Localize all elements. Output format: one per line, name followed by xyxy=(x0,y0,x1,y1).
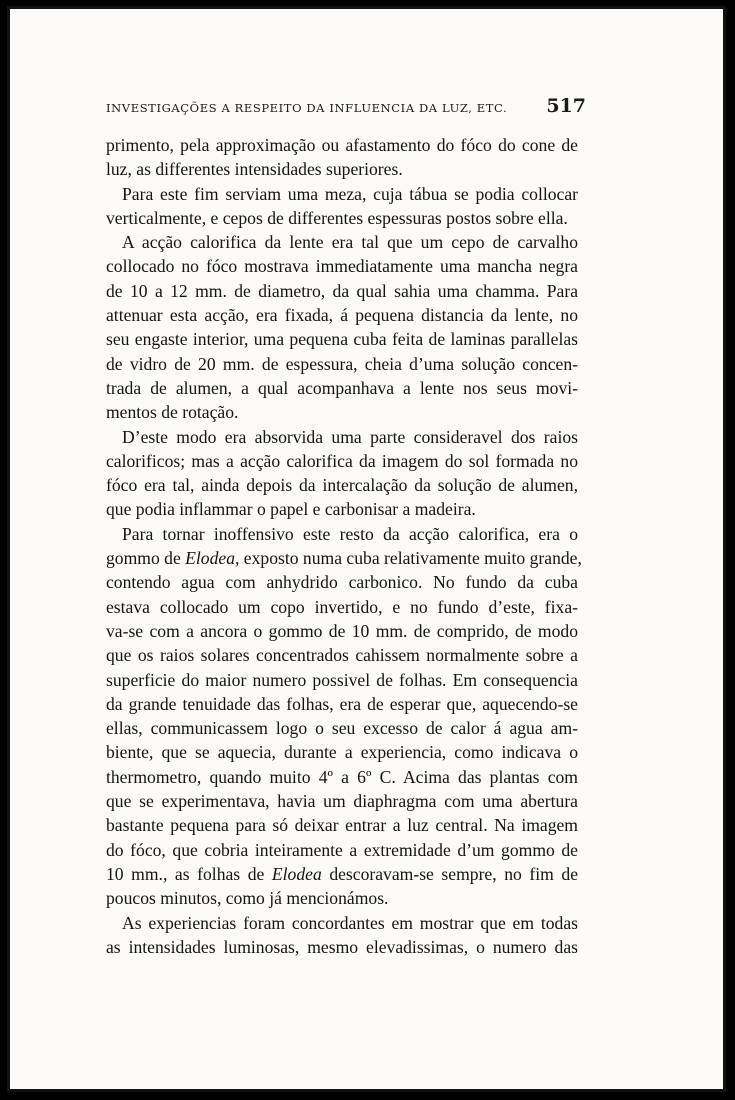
text-line: A acção calorifica da lente era tal que um cepo de carvalho xyxy=(122,232,578,253)
text-line: bastante pequena para só deixar entrar a luz central. Na imagem xyxy=(106,815,578,836)
text-line: de vidro de 20 mm. de espessura, cheia d’uma solução concen- xyxy=(106,353,578,374)
text-line: poucos minutos, como já mencionámos. xyxy=(106,888,389,909)
text-line: ellas, communicassem logo o seu excesso de calor á agua am- xyxy=(106,718,578,739)
text-line: collocado no fóco mostrava immediatamente uma mancha negra xyxy=(106,256,578,277)
text-line: luz, as differentes intensidades superiores. xyxy=(106,159,403,180)
text-line: que se experimentava, havia um diaphragma com uma abertura xyxy=(106,791,578,812)
paragraph xyxy=(106,522,582,911)
text-line: fóco era tal, ainda depois da intercalação da solução de alumen, xyxy=(106,475,578,496)
text-line: trada de alumen, a qual acompanhava a lente nos seus movi- xyxy=(106,377,578,398)
text-line: calorificos; mas a acção calorifica da imagem do sol formada no xyxy=(106,450,578,471)
paragraph xyxy=(106,425,578,522)
text-line: de 10 a 12 mm. de diametro, da qual sahia uma chamma. Para xyxy=(106,280,578,301)
paragraph xyxy=(106,182,578,231)
text-line: estava collocado um copo invertido, e no fundo d’este, fixa- xyxy=(106,596,578,617)
text-line: gommo de Elodea, exposto numa cuba relativamente muito grande, xyxy=(106,548,582,569)
text-line: que podia inflammar o papel e carbonisar a madeira. xyxy=(106,499,476,520)
text-line: mentos de rotação. xyxy=(106,402,239,423)
text-line: do fóco, que cobria inteiramente a extremidade d’um gommo de xyxy=(106,839,578,860)
page-number: 517 xyxy=(546,95,586,117)
text-line: biente, que se aquecia, durante a experiencia, como indicava o xyxy=(106,742,578,763)
running-title: INVESTIGAÇÕES A RESPEITO DA INFLUENCIA DA LUZ, ETC. xyxy=(106,101,508,115)
text-line: va-se com a ancora o gommo de 10 mm. de comprido, de modo xyxy=(106,620,578,641)
text-line: contendo agua com anhydrido carbonico. No fundo da cuba xyxy=(106,572,578,593)
text-line: verticalmente, e cepos de differentes espessuras postos sobre ella. xyxy=(106,207,568,228)
text-line: da grande tenuidade das folhas, era de esperar que, aquecendo-se xyxy=(106,693,578,714)
text-line: 10 mm., as folhas de Elodea descoravam-se sempre, no fim de xyxy=(106,863,578,884)
text-line: Para tornar inoffensivo este resto da acção calorifica, era o xyxy=(122,523,578,544)
book-page xyxy=(7,6,726,1092)
text-line: D’este modo era absorvida uma parte consideravel dos raios xyxy=(122,426,578,447)
text-line: superficie do maior numero possivel de folhas. Em consequencia xyxy=(106,669,578,690)
text-line: que os raios solares concentrados cahissem normalmente sobre a xyxy=(106,645,578,666)
body-text xyxy=(106,133,582,959)
text-line: Para este fim serviam uma meza, cuja tábua se podia collocar xyxy=(122,183,578,204)
text-line: As experiencias foram concordantes em mostrar que em todas xyxy=(122,912,578,933)
text-line: attenuar esta acção, era fixada, á pequena distancia da lente, no xyxy=(106,305,578,326)
text-line: seu engaste interior, uma pequena cuba feita de laminas parallelas xyxy=(106,329,578,350)
text-line: thermometro, quando muito 4º a 6º C. Acima das plantas com xyxy=(106,766,578,787)
paragraph xyxy=(106,230,578,424)
paragraph xyxy=(106,133,578,182)
text-line: primento, pela approximação ou afastamento do fóco do cone de xyxy=(106,135,578,155)
paragraph xyxy=(106,911,578,960)
running-header xyxy=(106,95,586,117)
text-line: as intensidades luminosas, mesmo elevadissimas, o numero das xyxy=(106,936,578,957)
